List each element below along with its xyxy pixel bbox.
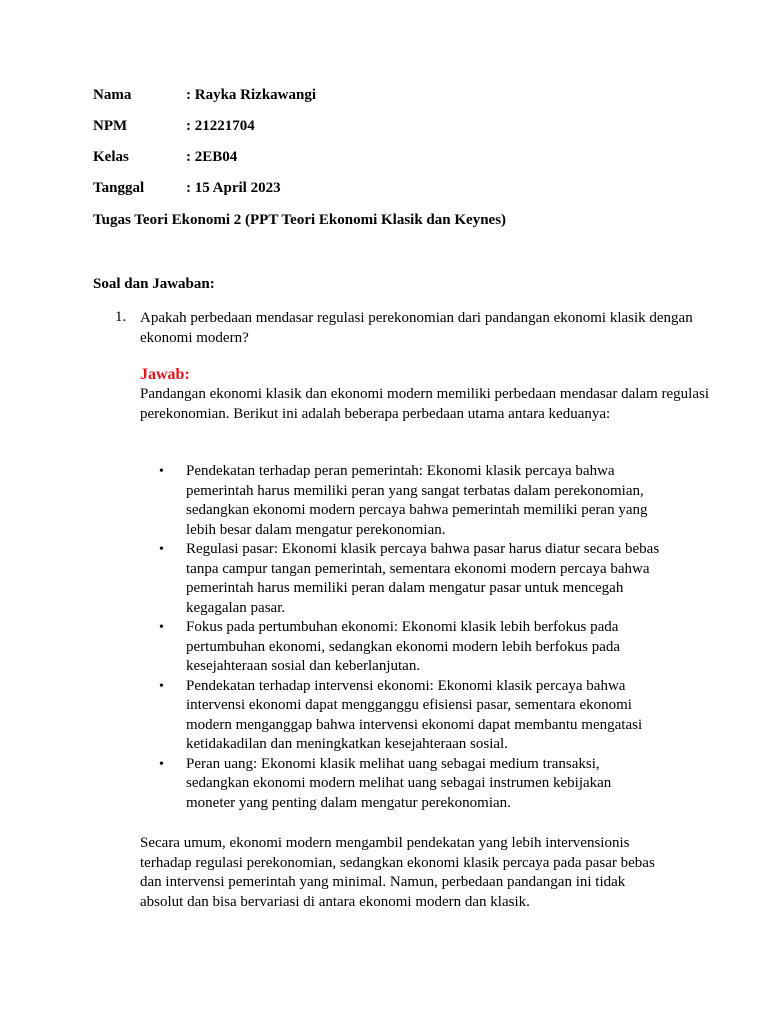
answer-bullet-list [140, 462, 660, 813]
bullet-icon: • [159, 620, 164, 635]
info-label: Tanggal [93, 180, 145, 196]
bullet-icon: • [159, 542, 164, 557]
bullet-item [140, 618, 660, 677]
info-value: : Rayka Rizkawangi [186, 87, 317, 103]
info-value: : 2EB04 [186, 149, 238, 165]
bullet-item [140, 677, 660, 755]
bullet-item [140, 462, 660, 540]
bullet-item [140, 755, 660, 814]
assignment-title: Tugas Teori Ekonomi 2 (PPT Teori Ekonomi Klasik dan Keynes) [93, 212, 507, 228]
bullet-text: Pendekatan terhadap peran pemerintah: Ekonomi klasik percaya bahwa pemerintah harus memiliki peran yang sangat terbatas dalam perekonomian, sedangkan ekonomi modern percaya bahwa pemerintah memiliki peran yang lebih besar dalam mengatur perekonomian. [186, 463, 648, 538]
info-label: Kelas [93, 149, 129, 165]
bullet-icon: • [159, 464, 164, 479]
info-value: : 21221704 [186, 118, 255, 134]
info-label: NPM [93, 118, 128, 134]
bullet-icon: • [159, 678, 164, 694]
answer-closing: Secara umum, ekonomi modern mengambil pendekatan yang lebih intervensionis terhadap regulasi perekonomian, sedangkan ekonomi klasik percaya pada pasar bebas dan intervensi pemerintah yang minimal. Namun, perbedaan pandangan ini tidak absolut dan bisa bervariasi di antara ekonomi modern dan klasik. [140, 835, 655, 910]
info-value: : 15 April 2023 [186, 180, 281, 196]
info-row-tanggal [93, 180, 281, 197]
bullet-item [140, 540, 660, 618]
question-text: Apakah perbedaan mendasar regulasi perekonomian dari pandangan ekonomi klasik dengan ekonomi modern? [140, 310, 693, 346]
answer-intro: Pandangan ekonomi klasik dan ekonomi modern memiliki perbedaan mendasar dalam regulasi perekonomian. Berikut ini adalah beberapa perbedaan utama antara keduanya: [140, 386, 710, 422]
section-heading: Soal dan Jawaban: [93, 276, 215, 292]
bullet-icon: • [159, 756, 164, 772]
bullet-text: Peran uang: Ekonomi klasik melihat uang sebagai medium transaksi, sedangkan ekonomi modern melihat uang sebagai instrumen kebijakan moneter yang penting dalam mengatur perekonomian. [186, 755, 612, 811]
bullet-text: Pendekatan terhadap intervensi ekonomi: Ekonomi klasik percaya bahwa intervensi ekonomi dapat mengganggu efisiensi pasar, sementara ekonomi modern menganggap bahwa intervensi ekonomi dapat membantu mengatasi ketidakadilan dan meningkatkan kesejahteraan sosial. [186, 677, 643, 752]
info-label: Nama [93, 87, 132, 103]
info-row-nama [93, 87, 316, 104]
bullet-text: Regulasi pasar: Ekonomi klasik percaya bahwa pasar harus diatur secara bebas tanpa campur tangan pemerintah, sementara ekonomi modern percaya bahwa pemerintah harus memiliki peran dalam mengatur pasar untuk mencegah kegagalan pasar. [186, 541, 660, 616]
answer-label: Jawab: [140, 366, 190, 383]
info-row-kelas [93, 149, 237, 166]
question-number: 1. [115, 309, 127, 325]
bullet-text: Fokus pada pertumbuhan ekonomi: Ekonomi klasik lebih berfokus pada pertumbuhan ekonomi, sedangkan ekonomi modern lebih berfokus pada kesejahteraan sosial dan keberlanjutan. [186, 619, 621, 674]
info-row-npm [93, 118, 255, 135]
